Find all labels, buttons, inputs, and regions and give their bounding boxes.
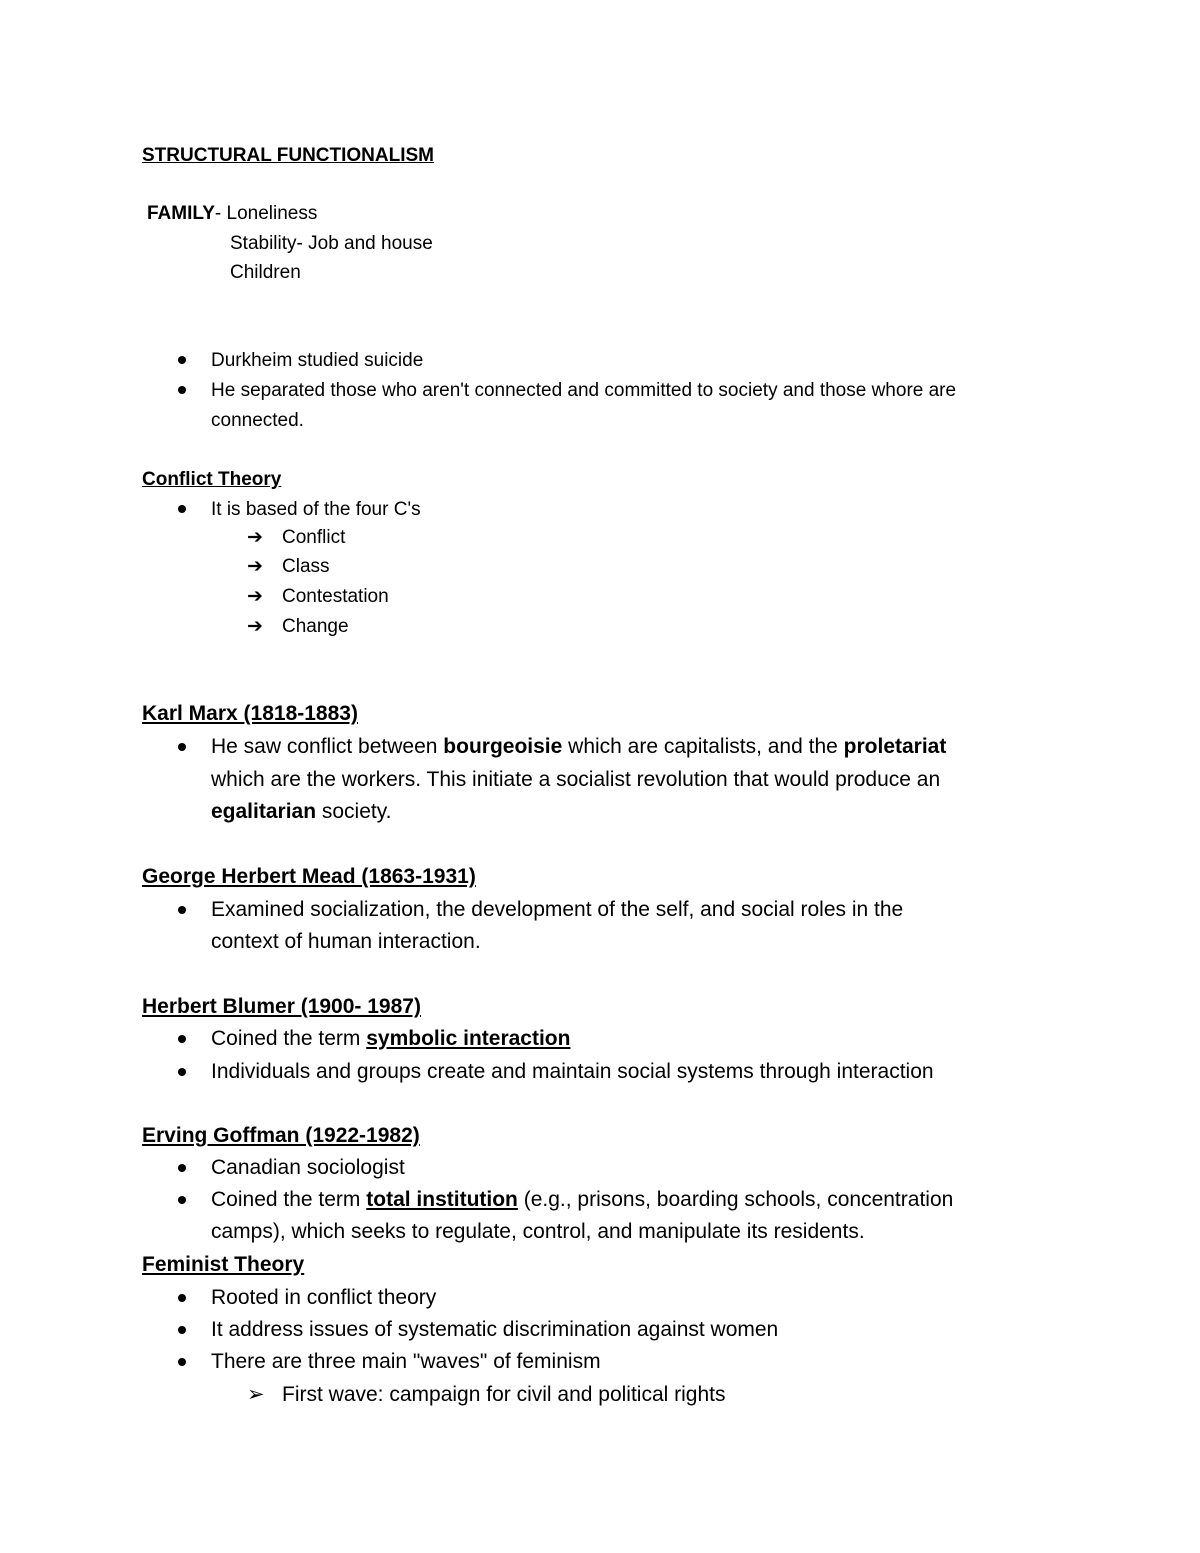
feminist-bullet2: It address issues of systematic discrimination against women [211, 1318, 779, 1341]
section-title-goffman: Erving Goffman (1922-1982) [142, 1124, 420, 1147]
family-item-children: Children [230, 262, 301, 283]
bullet-durkheim: Durkheim studied suicide [211, 350, 424, 371]
bullet-separated-line1: He separated those who aren't connected and committed to society and those whore are [211, 380, 957, 401]
feminist-bullet3: There are three main "waves" of feminism [211, 1350, 601, 1373]
bullet-icon [178, 1326, 186, 1334]
arrowhead-icon: ➢ [247, 1383, 265, 1406]
marx-text: which are capitalists, and the [562, 735, 844, 758]
goffman-text: Coined the term [211, 1188, 367, 1211]
c-item-change: Change [282, 616, 349, 637]
bullet-icon [178, 1035, 186, 1043]
bullet-icon [178, 1164, 186, 1172]
arrow-right-icon: ➔ [247, 527, 263, 548]
wave-first: First wave: campaign for civil and political rights [282, 1383, 726, 1406]
marx-line2: which are the workers. This initiate a socialist revolution that would produce an [211, 768, 941, 791]
blumer-bullet1 [211, 1028, 570, 1049]
bullet-icon [178, 505, 186, 513]
arrow-right-icon: ➔ [247, 556, 263, 577]
feminist-bullet1: Rooted in conflict theory [211, 1286, 437, 1309]
family-item-loneliness: - Loneliness [214, 203, 318, 224]
family-label: FAMILY [147, 203, 215, 224]
mead-line1: Examined socialization, the development of the self, and social roles in the [211, 898, 904, 921]
section-title-blumer: Herbert Blumer (1900- 1987) [142, 995, 421, 1018]
section-title-mead: George Herbert Mead (1863-1931) [142, 865, 476, 888]
bullet-separated-line2: connected. [211, 410, 304, 431]
bullet-icon [178, 743, 186, 751]
marx-line3 [211, 801, 392, 822]
bullet-icon [178, 1068, 186, 1076]
c-item-class: Class [282, 556, 330, 577]
bullet-icon [178, 1196, 186, 1204]
goffman-bullet1: Canadian sociologist [211, 1156, 405, 1179]
term-egalitarian: egalitarian [211, 800, 317, 823]
bullet-icon [178, 1358, 186, 1366]
family-item-stability: Stability- Job and house [230, 233, 433, 254]
section-title-structural-functionalism: STRUCTURAL FUNCTIONALISM [142, 145, 435, 166]
mead-line2: context of human interaction. [211, 930, 481, 953]
goffman-bullet2-line1 [211, 1189, 953, 1210]
section-title-karl-marx: Karl Marx (1818-1883) [142, 702, 358, 725]
term-bourgeoisie: bourgeoisie [443, 735, 563, 758]
bullet-icon [178, 386, 186, 394]
bullet-icon [178, 1294, 186, 1302]
arrow-right-icon: ➔ [247, 586, 263, 607]
arrow-right-icon: ➔ [247, 616, 263, 637]
section-title-conflict-theory: Conflict Theory [142, 469, 282, 490]
term-total-institution: total institution [366, 1188, 518, 1211]
section-title-feminist-theory: Feminist Theory [142, 1253, 305, 1276]
c-item-conflict: Conflict [282, 527, 346, 548]
marx-line1 [211, 736, 946, 757]
goffman-bullet2-line2: camps), which seeks to regulate, control, and manipulate its residents. [211, 1220, 865, 1243]
term-symbolic-interaction: symbolic interaction [366, 1027, 571, 1050]
term-proletariat: proletariat [843, 735, 947, 758]
bullet-four-cs: It is based of the four C's [211, 499, 421, 520]
bullet-icon [178, 906, 186, 914]
marx-text: He saw conflict between [211, 735, 444, 758]
bullet-icon [178, 356, 186, 364]
family-line [147, 204, 317, 223]
marx-text: society. [316, 800, 392, 823]
goffman-text: (e.g., prisons, boarding schools, concentration [517, 1188, 954, 1211]
blumer-text: Coined the term [211, 1027, 367, 1050]
blumer-bullet2: Individuals and groups create and maintain social systems through interaction [211, 1060, 934, 1083]
c-item-contestation: Contestation [282, 586, 389, 607]
